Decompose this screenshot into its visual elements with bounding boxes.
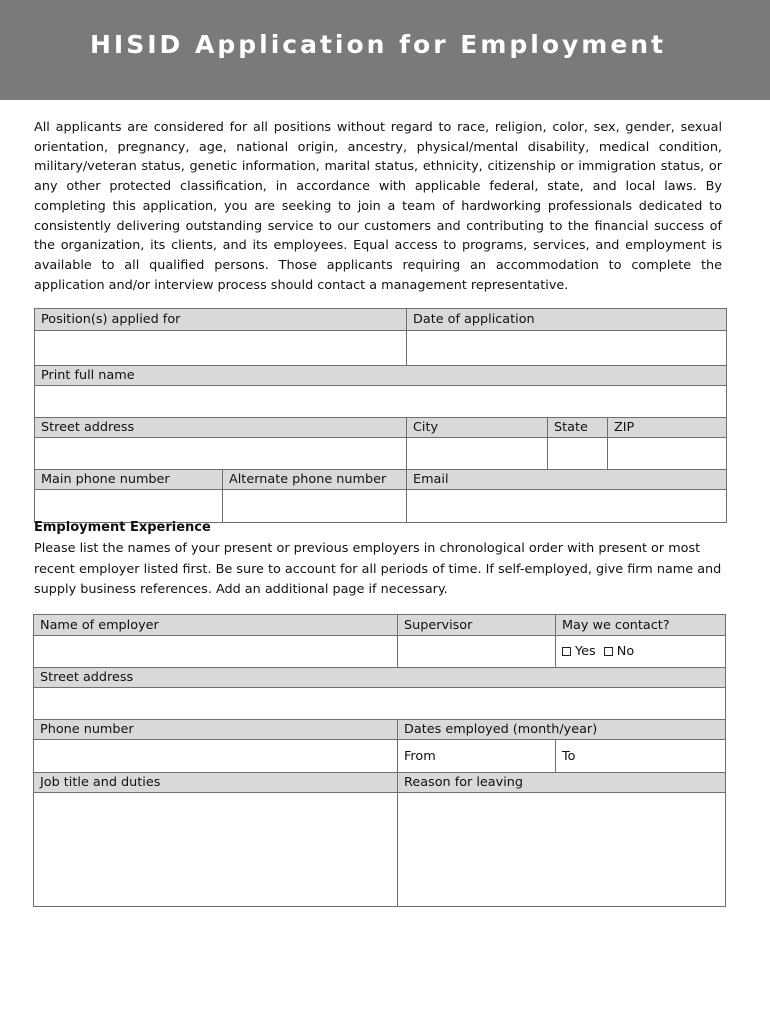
supervisor-field[interactable] — [398, 636, 556, 668]
main-phone-label: Main phone number — [35, 470, 223, 490]
date-label: Date of application — [407, 309, 727, 331]
alt-phone-field[interactable] — [223, 490, 407, 523]
page-title: HISID Application for Employment — [90, 30, 667, 59]
yes-checkbox[interactable] — [562, 647, 571, 656]
job-title-field[interactable] — [34, 793, 398, 907]
reason-leaving-label: Reason for leaving — [398, 773, 726, 793]
reason-leaving-field[interactable] — [398, 793, 726, 907]
zip-field[interactable] — [608, 438, 727, 470]
from-date-field[interactable]: From — [398, 740, 556, 773]
employment-instructions: Please list the names of your present or previous employers in chronological order with present or most recent employer listed first. Be sure to account for all periods of time. If self-employed, give firm name and supply business references. Add an additional page if necessary. — [34, 541, 722, 597]
yes-label: Yes — [575, 644, 596, 659]
employment-section-title: Employment Experience — [34, 520, 211, 535]
may-contact-label: May we contact? — [556, 615, 726, 636]
alt-phone-label: Alternate phone number — [223, 470, 407, 490]
header-banner — [0, 0, 770, 100]
street-address-field[interactable] — [35, 438, 407, 470]
employer-street-field[interactable] — [34, 688, 726, 720]
employer-phone-label: Phone number — [34, 720, 398, 740]
to-date-field[interactable]: To — [556, 740, 726, 773]
city-label: City — [407, 418, 548, 438]
employer-phone-field[interactable] — [34, 740, 398, 773]
state-field[interactable] — [548, 438, 608, 470]
employment-table — [33, 614, 726, 907]
intro-paragraph: All applicants are considered for all positions without regard to race, religion, color, sex, gender, sexual orientation, pregnancy, age, national origin, ancestry, physical/mental disability, medical condition, military/veteran status, genetic information, marital status, ethnicity, citizenship or immigration status, or any other protected classification, in accordance with applicable federal, state, and local laws. By completing this application, you are seeking to join a team of hardworking professionals dedicated to consistently delivering outstanding service to our customers and contributing to the financial success of the organization, its clients, and its employees. Equal access to programs, services, and employment is available to all qualified persons. Those applicants requiring an accommodation to complete the application and/or interview process should contact a management representative. — [34, 120, 722, 293]
date-field[interactable] — [407, 331, 727, 366]
employer-name-label: Name of employer — [34, 615, 398, 636]
city-field[interactable] — [407, 438, 548, 470]
job-title-label: Job title and duties — [34, 773, 398, 793]
employer-street-label: Street address — [34, 668, 726, 688]
position-label: Position(s) applied for — [35, 309, 407, 331]
position-field[interactable] — [35, 331, 407, 366]
email-label: Email — [407, 470, 727, 490]
main-phone-field[interactable] — [35, 490, 223, 523]
applicant-info-table — [34, 308, 727, 523]
email-field[interactable] — [407, 490, 727, 523]
state-label: State — [548, 418, 608, 438]
street-address-label: Street address — [35, 418, 407, 438]
dates-employed-label: Dates employed (month/year) — [398, 720, 726, 740]
may-contact-options — [556, 636, 726, 668]
employer-name-field[interactable] — [34, 636, 398, 668]
full-name-label: Print full name — [35, 366, 727, 386]
supervisor-label: Supervisor — [398, 615, 556, 636]
no-label: No — [616, 644, 635, 659]
no-checkbox[interactable] — [604, 647, 613, 656]
full-name-field[interactable] — [35, 386, 727, 418]
zip-label: ZIP — [608, 418, 727, 438]
